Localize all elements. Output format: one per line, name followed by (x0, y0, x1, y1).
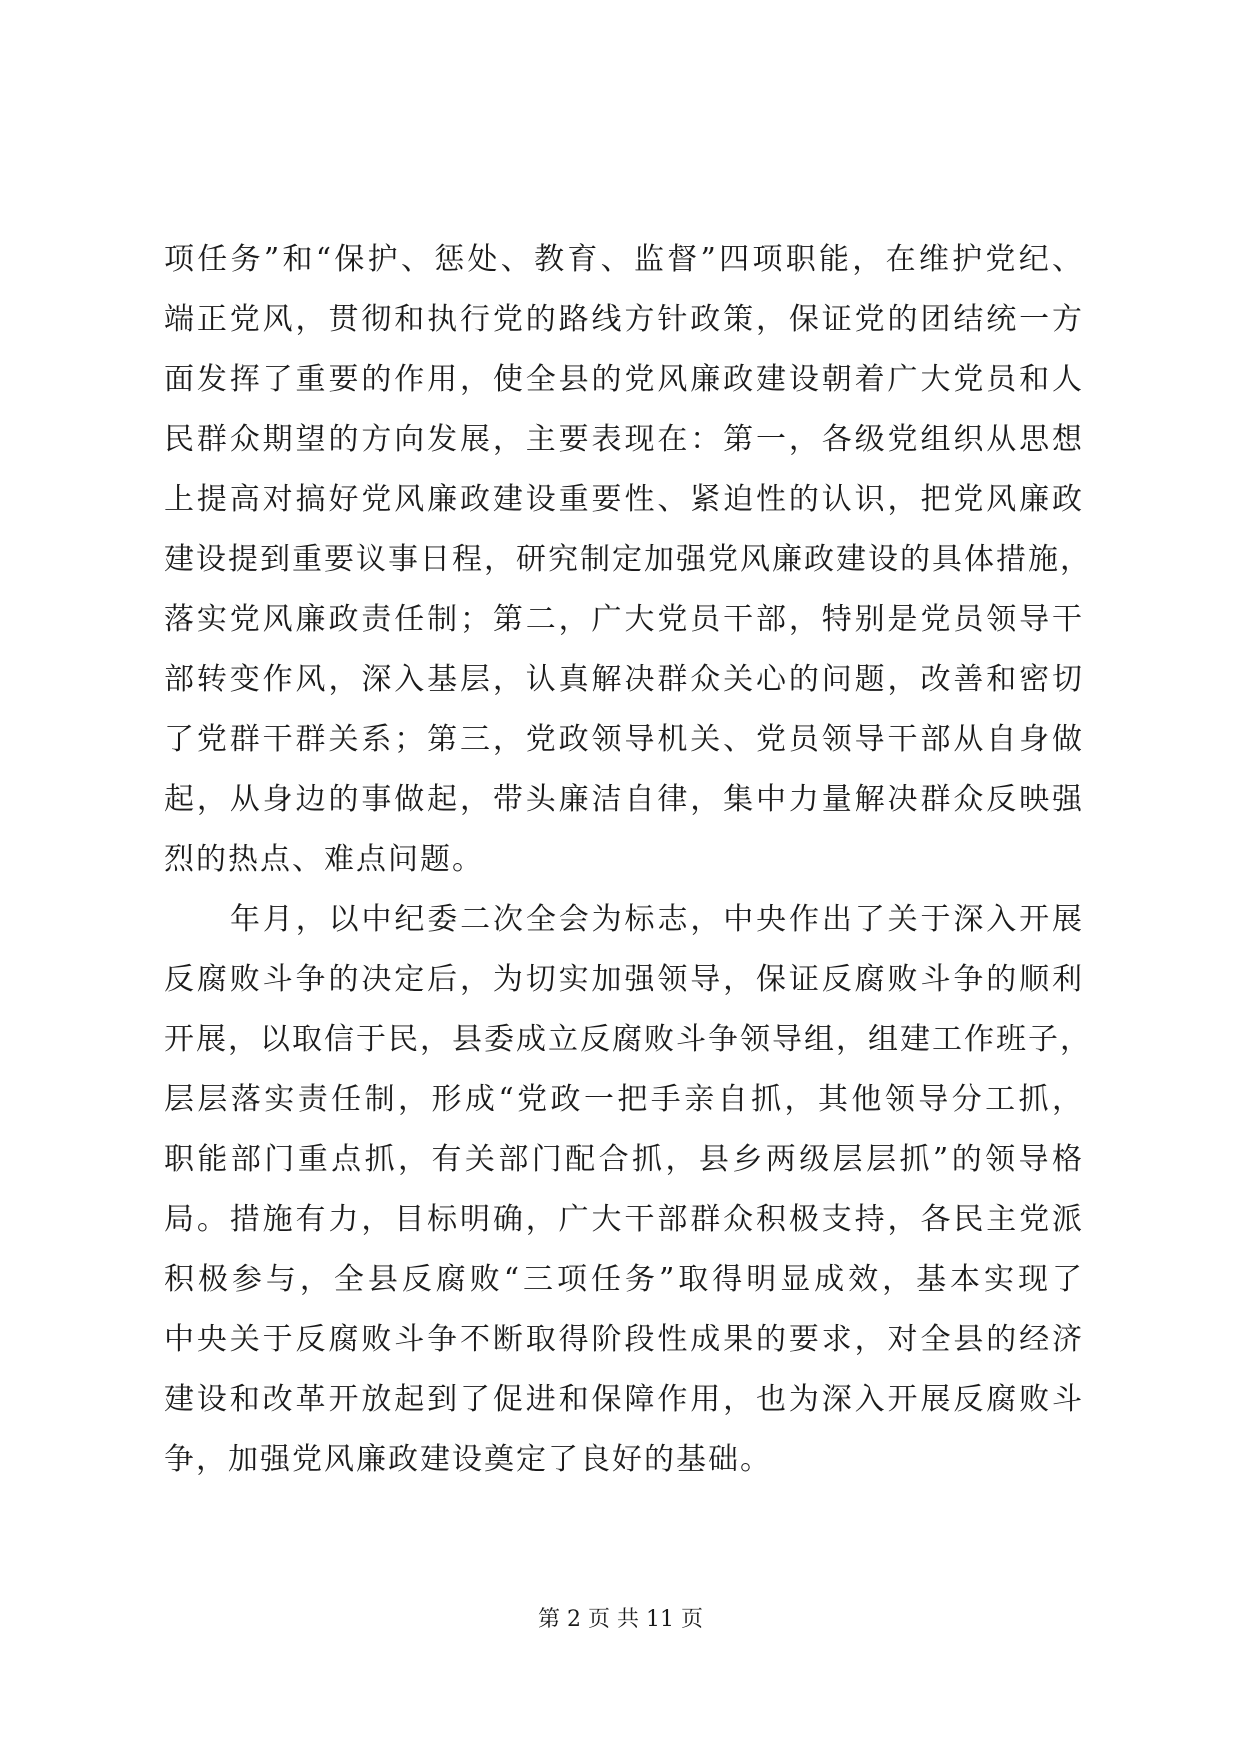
text-line: 部转变作风，深入基层，认真解决群众关心的问题，改善和密切 (164, 662, 1084, 697)
text-line: 局。措施有力，目标明确，广大干部群众积极支持，各民主党派 (164, 1202, 1084, 1237)
text-line: 建设提到重要议事日程，研究制定加强党风廉政建设的具体措施， (164, 542, 1092, 577)
page-number-label: 第 2 页 共 11 页 (538, 1607, 703, 1632)
text-line: 起，从身边的事做起，带头廉洁自律，集中力量解决群众反映强 (164, 782, 1084, 817)
text-line: 争，加强党风廉政建设奠定了良好的基础。 (164, 1442, 772, 1477)
paragraph-2 (164, 890, 1092, 1490)
text-line: 反腐败斗争的决定后，为切实加强领导，保证反腐败斗争的顺利 (164, 962, 1084, 997)
text-line: 层层落实责任制，形成“党政一把手亲自抓，其他领导分工抓， (164, 1082, 1084, 1117)
text-line: 落实党风廉政责任制；第二，广大党员干部，特别是党员领导干 (164, 602, 1084, 637)
text-line: 端正党风，贯彻和执行党的路线方针政策，保证党的团结统一方 (164, 302, 1084, 337)
text-line: 面发挥了重要的作用，使全县的党风廉政建设朝着广大党员和人 (164, 362, 1084, 397)
text-line: 年月，以中纪委二次全会为标志，中央作出了关于深入开展 (230, 902, 1084, 937)
text-line: 开展，以取信于民，县委成立反腐败斗争领导组，组建工作班子， (164, 1022, 1092, 1057)
text-line: 建设和改革开放起到了促进和保障作用，也为深入开展反腐败斗 (164, 1382, 1084, 1417)
text-line: 上提高对搞好党风廉政建设重要性、紧迫性的认识，把党风廉政 (164, 482, 1084, 517)
text-line: 积极参与，全县反腐败“三项任务”取得明显成效，基本实现了 (164, 1262, 1084, 1297)
text-line: 了党群干群关系；第三，党政领导机关、党员领导干部从自身做 (164, 722, 1084, 757)
text-line: 职能部门重点抓，有关部门配合抓，县乡两级层层抓”的领导格 (164, 1142, 1084, 1177)
text-line: 烈的热点、难点问题。 (164, 842, 484, 877)
text-line: 项任务”和“保护、惩处、教育、监督”四项职能，在维护党纪、 (164, 242, 1084, 277)
text-line: 民群众期望的方向发展，主要表现在：第一，各级党组织从思想 (164, 422, 1084, 457)
page-footer (0, 1604, 1241, 1636)
body-text (164, 230, 1092, 1490)
paragraph-1 (164, 230, 1092, 890)
text-line: 中央关于反腐败斗争不断取得阶段性成果的要求，对全县的经济 (164, 1322, 1084, 1357)
